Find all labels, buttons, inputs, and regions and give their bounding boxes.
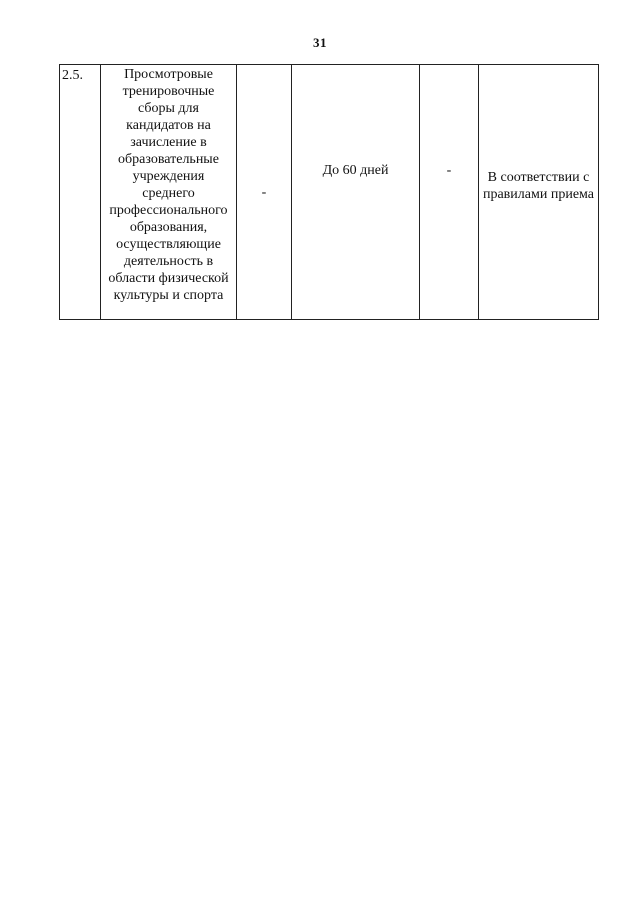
column-5-value: - [446, 163, 452, 178]
note-value: В соответствии с правилами приема [482, 170, 595, 202]
table-row [60, 65, 599, 320]
row-number-cell [60, 65, 101, 320]
event-name-cell [101, 65, 237, 320]
column-5-cell [420, 65, 479, 320]
page-number: 31 [313, 35, 327, 50]
event-name: Просмотровые тренировочные сборы для кандидатов на зачисление в образовательные учреждения среднего профессионального образования, осуществляющие деятельность в области физической культуры и спорта [108, 67, 229, 303]
document-table [59, 64, 599, 320]
column-3-value: - [261, 184, 267, 200]
note-cell [479, 65, 599, 320]
duration-cell [292, 65, 420, 320]
row-number: 2.5. [62, 68, 83, 83]
duration-value: До 60 дней [322, 163, 389, 178]
column-3-cell [237, 65, 292, 320]
